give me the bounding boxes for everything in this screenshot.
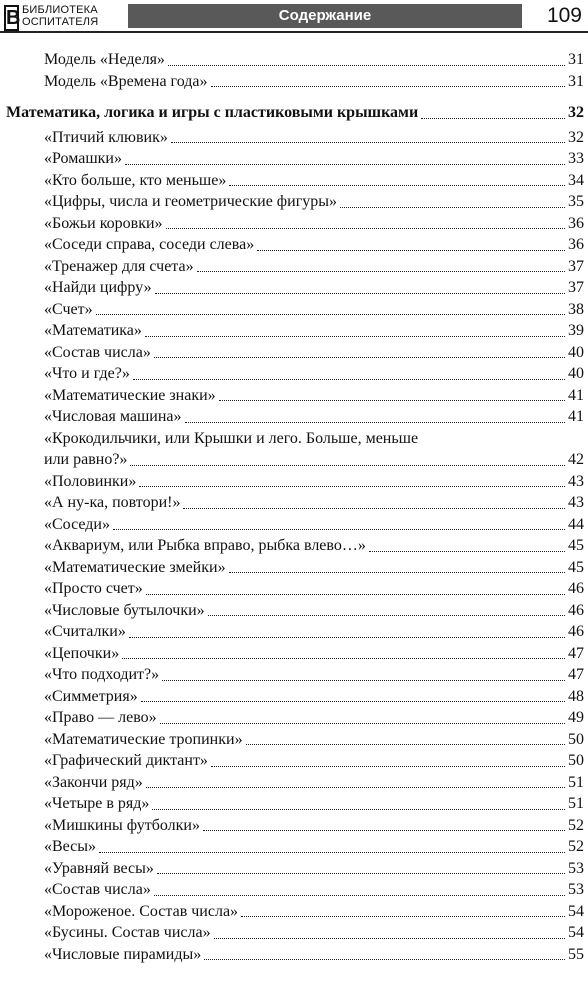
toc-entry-page: 54: [568, 924, 584, 941]
dot-leader: [340, 207, 565, 208]
toc-entry-title: «Цифры, числа и геометрические фигуры»: [44, 193, 338, 210]
dot-leader: [204, 959, 565, 960]
toc-entry-title: «Четыре в ряд»: [44, 795, 150, 812]
dot-leader: [219, 400, 565, 401]
toc-entry: [0, 256, 588, 278]
toc-entry: [0, 879, 588, 901]
toc-entry: [0, 514, 588, 536]
dot-leader: [157, 873, 565, 874]
toc-entry-title: «Кто больше, кто меньше»: [44, 171, 227, 189]
toc-entry: [0, 600, 588, 622]
dot-leader: [99, 852, 565, 853]
toc-entry-title: «Божьи коровки»: [44, 214, 163, 232]
toc-entry: [0, 901, 588, 923]
series-name-line1: БИБЛИОТЕКА: [22, 4, 98, 16]
dot-leader: [257, 250, 565, 251]
toc-entry-page: 45: [568, 558, 584, 576]
toc-entry-page: 41: [568, 408, 584, 425]
toc-entry-page: 51: [568, 773, 584, 791]
toc-entry-title: «Считалки»: [44, 623, 126, 640]
header-divider: [0, 31, 588, 33]
dot-leader: [129, 637, 565, 638]
toc-entry-page: 38: [568, 300, 584, 318]
toc-entry-title: или равно?»: [44, 451, 128, 468]
toc-entry-page: 42: [568, 451, 584, 468]
toc-entry: [0, 213, 588, 235]
toc-entry: [0, 772, 588, 794]
dot-leader: [141, 701, 565, 702]
toc-entry-page: 53: [568, 859, 584, 877]
toc-entry-page: 49: [568, 709, 584, 726]
toc-entry: [0, 71, 588, 93]
toc-entry: [0, 664, 588, 686]
toc-entry: [0, 492, 588, 514]
toc-entry: [0, 277, 588, 299]
toc-entry-title: «Найди цифру»: [44, 279, 152, 296]
toc-entry-title: «Цепочки»: [44, 644, 120, 662]
dot-leader: [208, 615, 565, 616]
toc-entry-page: 40: [568, 343, 584, 361]
toc-entry-title: «Мишкины футболки»: [44, 816, 200, 834]
dot-leader: [139, 486, 565, 487]
page-header: [0, 0, 588, 34]
dot-leader: [203, 830, 565, 831]
toc-entry-page: 54: [568, 902, 584, 920]
toc-entry: [0, 299, 588, 321]
toc-entry-title: «Математические тропинки»: [44, 730, 243, 748]
toc-entry-title: «Тренажер для счета»: [44, 257, 194, 275]
toc-entry: [0, 49, 588, 71]
toc-entry: [0, 836, 588, 858]
toc-entry-page: 43: [568, 472, 584, 490]
dot-leader: [229, 185, 565, 186]
toc-entry-title: «Соседи справа, соседи слева»: [44, 236, 255, 253]
toc-entry: [0, 944, 588, 966]
toc-entry-title: «Половинки»: [44, 472, 137, 490]
toc-entry: [0, 858, 588, 880]
toc-entry-title: «Состав числа»: [44, 343, 151, 361]
toc-entry-page: 48: [568, 687, 584, 705]
toc-entry-page: 52: [568, 816, 584, 834]
dot-leader: [214, 938, 565, 939]
dot-leader: [246, 744, 565, 745]
toc-entry-title: «Математические змейки»: [44, 558, 226, 576]
toc-entry-title: «Ромашки»: [44, 150, 122, 167]
toc-entry-title: «Графический диктант»: [44, 752, 208, 769]
toc-entry-page: 46: [568, 623, 584, 640]
toc-entry-title: «Числовые бутылочки»: [44, 601, 205, 619]
toc-entry-title: Математика, логика и игры с пластиковыми крышками: [6, 104, 419, 121]
series-name-line2: ОСПИТАТЕЛЯ: [22, 16, 99, 28]
toc-entry-page: 50: [568, 752, 584, 769]
dot-leader: [166, 228, 565, 229]
toc-entry-page: 39: [568, 322, 584, 339]
dot-leader: [122, 658, 565, 659]
toc-entry-page: 46: [568, 601, 584, 619]
toc-entry-title: «Числовые пирамиды»: [44, 945, 202, 963]
dot-leader: [162, 680, 565, 681]
toc-entry-title: «Бусины. Состав числа»: [44, 924, 211, 941]
toc-entry: [0, 621, 588, 643]
toc-entry-page: 35: [568, 193, 584, 210]
dot-leader: [171, 142, 565, 143]
toc-entry: [0, 729, 588, 751]
dot-leader: [146, 787, 565, 788]
dot-leader: [96, 314, 565, 315]
dot-leader: [152, 809, 565, 810]
toc-entry: [0, 578, 588, 600]
dot-leader: [369, 551, 565, 552]
table-of-contents: [0, 49, 588, 965]
toc-entry-page: 33: [568, 150, 584, 167]
toc-entry: [0, 191, 588, 213]
toc-entry: [0, 922, 588, 944]
toc-entry: [0, 707, 588, 729]
toc-entry-title: «Что подходит?»: [44, 666, 160, 683]
page-number: 109: [546, 4, 582, 27]
toc-entry-page: 41: [568, 386, 584, 404]
toc-entry: [0, 535, 588, 557]
toc-entry: [0, 643, 588, 665]
series-logo: В: [6, 7, 21, 29]
dot-leader: [183, 508, 565, 509]
toc-entry-page: 51: [568, 795, 584, 812]
toc-entry-title: «Симметрия»: [44, 687, 138, 705]
toc-entry-title: «Математические знаки»: [44, 386, 216, 404]
toc-entry-title: «Право — лево»: [44, 709, 157, 726]
toc-entry-page: 43: [568, 494, 584, 511]
toc-entry: [0, 406, 588, 428]
toc-entry-title: «Что и где?»: [44, 365, 130, 382]
toc-entry: [0, 320, 588, 342]
dot-leader: [145, 336, 565, 337]
toc-entry-title: «Весы»: [44, 838, 97, 855]
section-title: Содержание: [128, 4, 522, 28]
dot-leader: [130, 465, 565, 466]
dot-leader: [421, 118, 565, 119]
toc-entry: [0, 148, 588, 170]
toc-entry-title: Модель «Времена года»: [44, 72, 208, 90]
dot-leader: [113, 529, 565, 530]
dot-leader: [125, 164, 565, 165]
toc-entry: [0, 471, 588, 493]
toc-entry-page: 47: [568, 644, 584, 662]
dot-leader: [133, 379, 565, 380]
toc-entry-page: 53: [568, 881, 584, 898]
toc-entry-page: 34: [568, 171, 584, 189]
toc-entry: [0, 127, 588, 149]
toc-entry-title: «Числовая машина»: [44, 408, 182, 425]
dot-leader: [155, 293, 565, 294]
toc-entry-title: «Просто счет»: [44, 580, 143, 597]
dot-leader: [168, 65, 565, 66]
dot-leader: [229, 572, 565, 573]
dot-leader: [146, 594, 565, 595]
dot-leader: [154, 357, 565, 358]
toc-entry-page: 46: [568, 580, 584, 597]
toc-chapter: [0, 102, 588, 124]
toc-entry-title: «А ну-ка, повтори!»: [44, 494, 181, 511]
toc-entry: [0, 686, 588, 708]
toc-entry-page: 31: [568, 72, 584, 90]
toc-entry: [0, 557, 588, 579]
toc-entry-title: «Состав числа»: [44, 881, 151, 898]
toc-entry-title: «Закончи ряд»: [44, 773, 143, 791]
toc-entry-page: 37: [568, 279, 584, 296]
toc-entry: [0, 342, 588, 364]
toc-entry-title: «Птичий клювик»: [44, 128, 168, 146]
series-name: [22, 4, 132, 28]
toc-entry-title-line1: «Крокодильчики, или Крышки и лего. Больше, меньше: [44, 429, 419, 447]
toc-entry: [0, 363, 588, 385]
toc-entry-title: Модель «Неделя»: [44, 51, 165, 68]
toc-entry-page: 31: [568, 51, 584, 68]
toc-entry-page: 50: [568, 730, 584, 748]
dot-leader: [211, 86, 566, 87]
toc-entry: [0, 793, 588, 815]
dot-leader: [185, 422, 565, 423]
toc-entry: [0, 815, 588, 837]
dot-leader: [154, 895, 565, 896]
toc-entry-title: «Мороженое. Состав числа»: [44, 902, 239, 920]
dot-leader: [241, 916, 565, 917]
toc-entry-page: 36: [568, 214, 584, 232]
toc-entry-page: 32: [568, 128, 584, 146]
toc-entry-title: «Счет»: [44, 300, 93, 318]
toc-entry-page: 55: [568, 945, 584, 963]
toc-entry-title: «Соседи»: [44, 515, 110, 533]
toc-entry: [0, 385, 588, 407]
toc-entry: [0, 449, 588, 471]
toc-entry-title: «Уравняй весы»: [44, 859, 154, 877]
toc-entry-page: 47: [568, 666, 584, 683]
dot-leader: [211, 766, 565, 767]
toc-entry: [0, 750, 588, 772]
toc-entry-page: 40: [568, 365, 584, 382]
toc-entry-page: 36: [568, 236, 584, 253]
dot-leader: [197, 271, 565, 272]
toc-entry-page: 52: [568, 838, 584, 855]
dot-leader: [160, 723, 565, 724]
toc-entry-page: 45: [568, 537, 584, 554]
toc-entry-title: «Математика»: [44, 322, 142, 339]
toc-entry-title: «Аквариум, или Рыбка вправо, рыбка влево…»: [44, 537, 366, 554]
toc-entry-page: 32: [568, 104, 584, 121]
toc-entry: [0, 234, 588, 256]
toc-entry: [0, 170, 588, 192]
toc-entry-page: 44: [568, 515, 584, 533]
toc-entry-page: 37: [568, 257, 584, 275]
